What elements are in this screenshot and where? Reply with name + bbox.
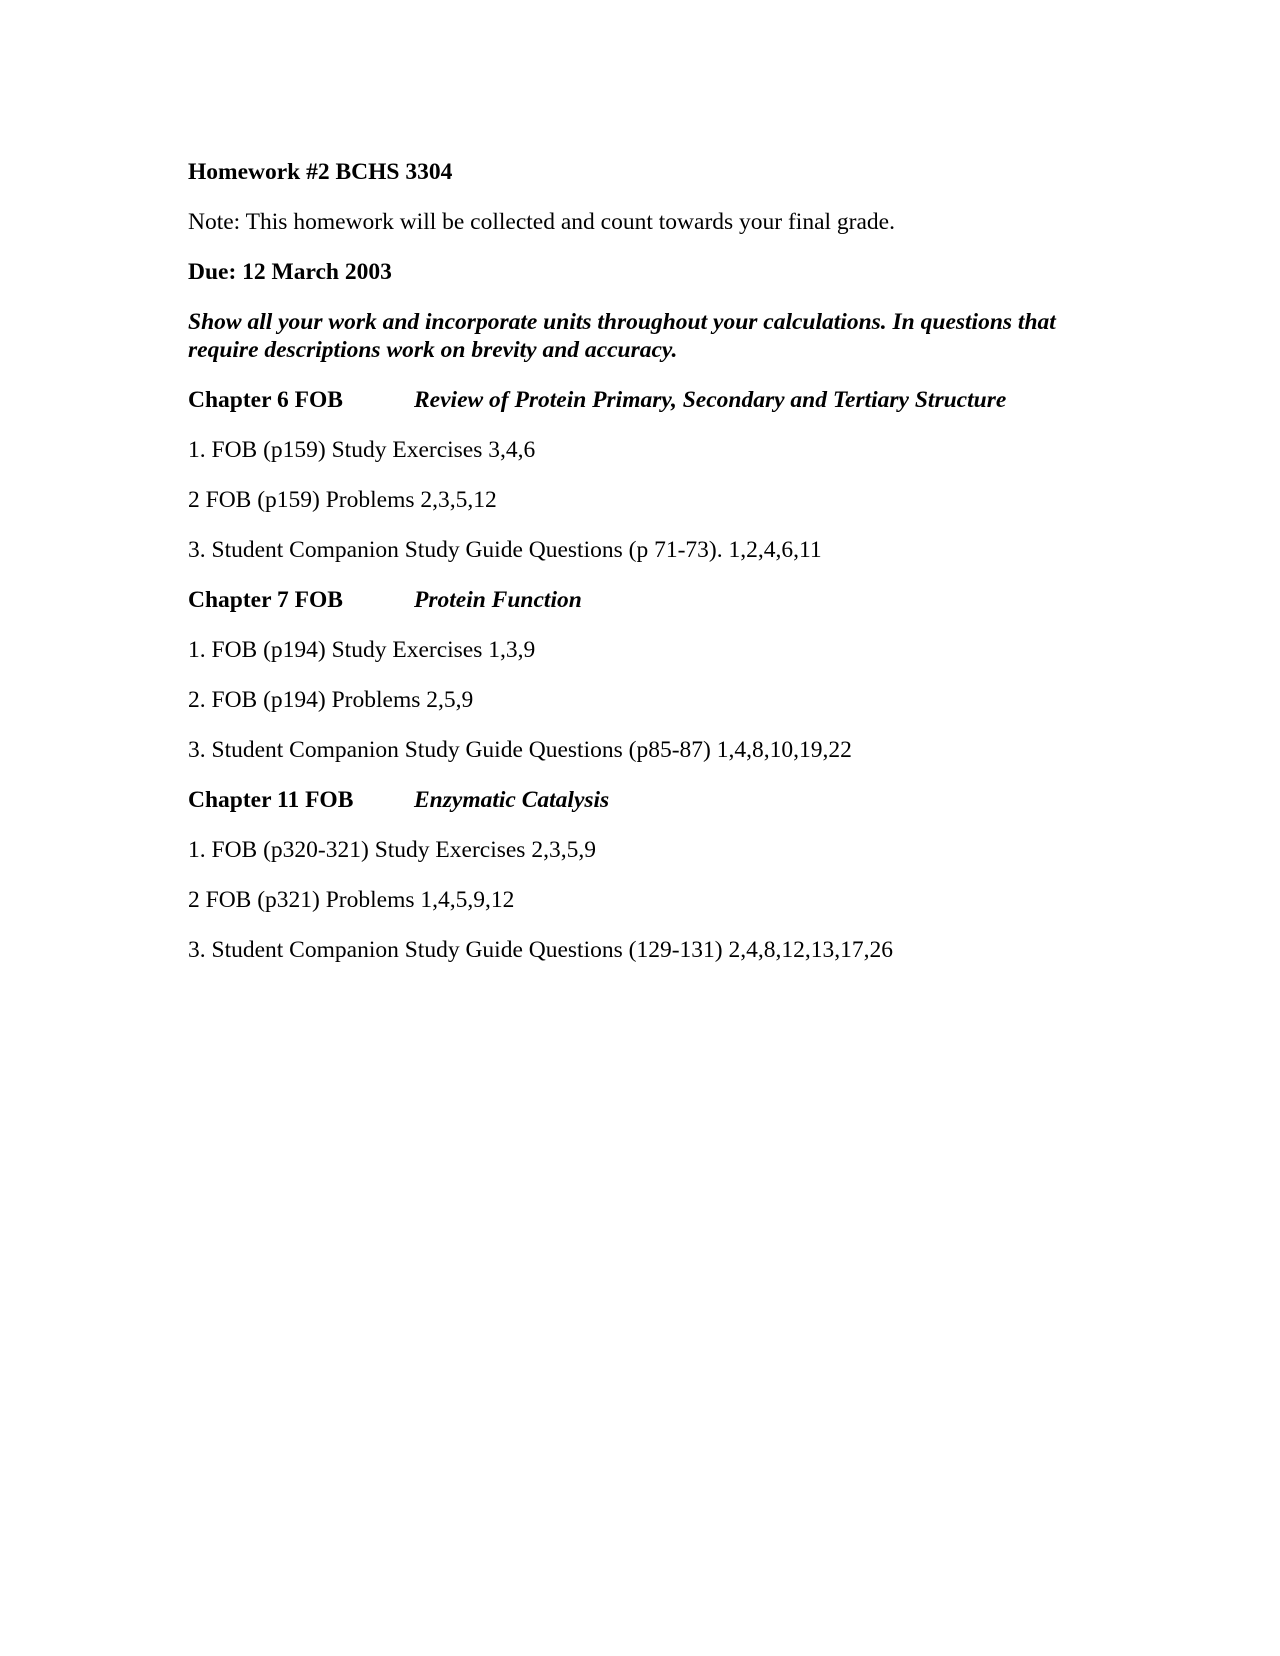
assignment-item: 3. Student Companion Study Guide Questions (p85-87) 1,4,8,10,19,22 [188,737,852,763]
assignment-item: 3. Student Companion Study Guide Questions (129-131) 2,4,8,12,13,17,26 [188,937,893,963]
assignment-item: 1. FOB (p194) Study Exercises 1,3,9 [188,637,536,663]
document-title: Homework #2 BCHS 3304 [188,159,453,185]
chapter-topic: Review of Protein Primary, Secondary and Tertiary Structure [414,387,1007,413]
assignment-item: 1. FOB (p159) Study Exercises 3,4,6 [188,437,536,463]
grading-note: Note: This homework will be collected and count towards your final grade. [188,209,895,235]
instructions: Show all your work and incorporate units throughout your calculations. In questions that require descriptions work on brevity and accuracy. [188,309,1056,363]
chapter-topic: Protein Function [414,587,582,613]
assignment-item: 2 FOB (p321) Problems 1,4,5,9,12 [188,887,515,913]
chapter-heading [188,586,1088,614]
chapter-label: Chapter 11 FOB [188,787,354,813]
due-date: Due: 12 March 2003 [188,259,392,285]
assignment-item: 2 FOB (p159) Problems 2,3,5,12 [188,487,497,513]
assignment-item: 1. FOB (p320-321) Study Exercises 2,3,5,9 [188,837,596,863]
chapter-label: Chapter 7 FOB [188,587,343,613]
chapter-heading [188,786,1088,814]
chapter-heading [188,386,1088,414]
chapter-topic: Enzymatic Catalysis [414,787,610,813]
assignment-item: 3. Student Companion Study Guide Questions (p 71-73). 1,2,4,6,11 [188,537,822,563]
document-body [188,158,1088,986]
chapter-label: Chapter 6 FOB [188,387,343,413]
assignment-item: 2. FOB (p194) Problems 2,5,9 [188,687,474,713]
